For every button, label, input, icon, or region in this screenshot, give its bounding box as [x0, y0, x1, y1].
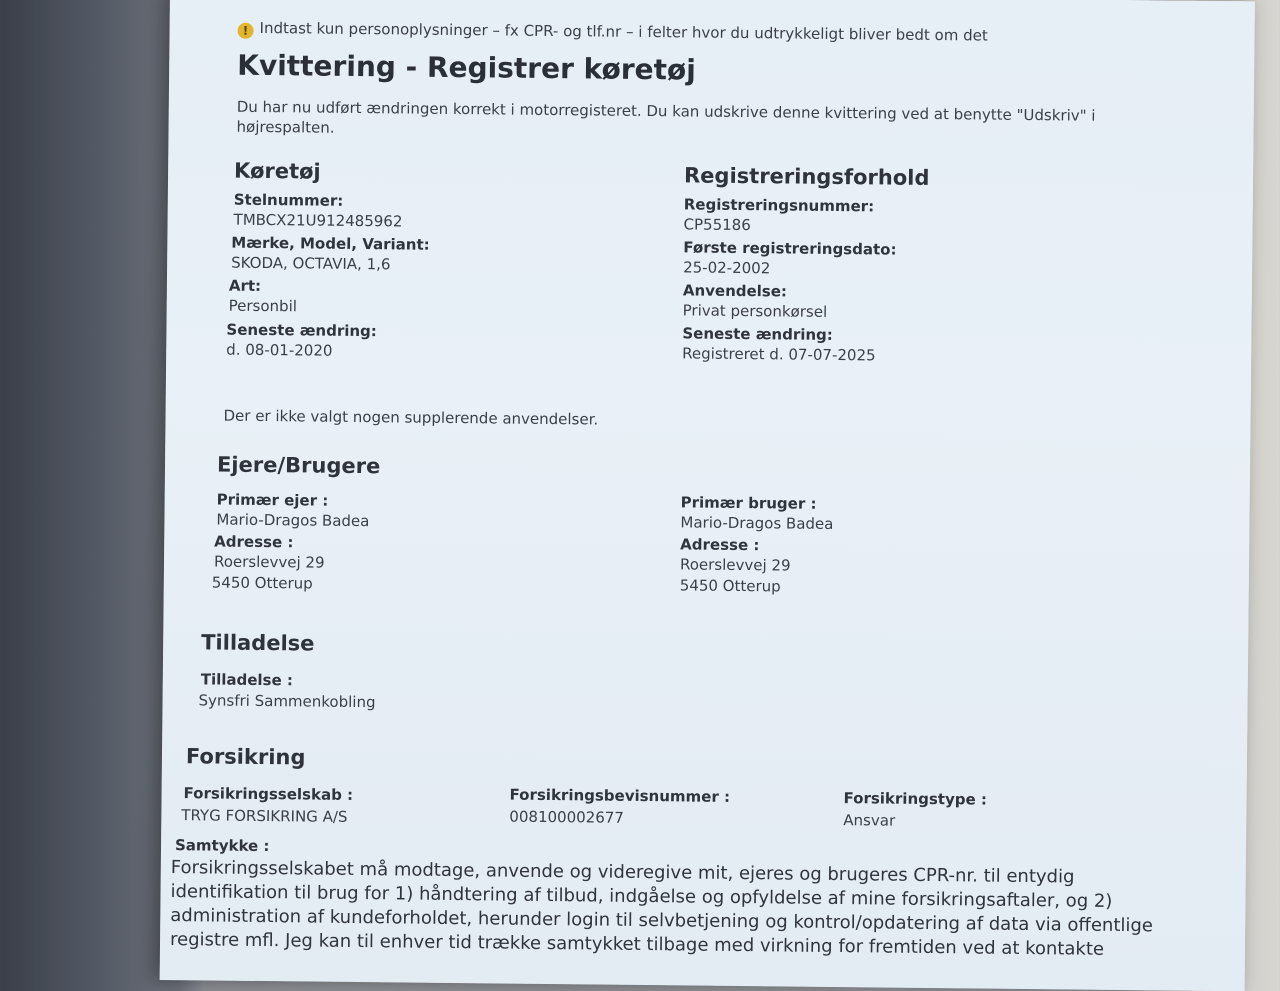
owner-city: 5450 Otterup	[211, 573, 313, 593]
consent-text: Forsikringsselskabet må modtage, anvende og videregive mit, ejeres og brugeres CPR-nr. til entydig identifikation til brug for 1) håndtering af tilbud, indgåelse og opfyldelse af mine forsikringsaftaler, og 2) administration af kundeforholdet, herunder login til selvbetjening og kontrol/opdatering af data via offentlige registre mfl. Jeg kan til enhver tid trække samtykket tilbage med virkning for fremtiden ved at kontakte	[169, 857, 1154, 960]
owners-heading: Ejere/Brugere	[216, 452, 381, 479]
regnr-label: Registreringsnummer:	[683, 195, 875, 216]
company-label: Forsikringsselskab :	[183, 784, 354, 804]
permit-value: Synsfri Sammenkobling	[198, 691, 376, 712]
policy-label: Forsikringsbevisnummer :	[509, 785, 731, 806]
user-label: Primær bruger :	[680, 493, 817, 513]
owner-street: Roerslevvej 29	[213, 552, 325, 572]
insurance-heading: Forsikring	[185, 744, 306, 770]
company-value: TRYG FORSIKRING A/S	[181, 806, 348, 826]
registration-heading: Registreringsforhold	[683, 163, 930, 190]
user-address-label: Adresse :	[680, 535, 760, 555]
vehicle-change-label: Seneste ændring:	[226, 320, 377, 341]
reg-change-value: Registreret d. 07-07-2025	[682, 344, 876, 365]
policy-value: 008100002677	[509, 807, 624, 827]
first-reg-value: 25-02-2002	[683, 258, 771, 278]
receipt-paper	[160, 0, 1255, 991]
info-icon: !	[237, 23, 253, 39]
supplementary-note: Der er ikke valgt nogen supplerende anvendelser.	[223, 406, 599, 429]
insurance-type-value: Ansvar	[843, 811, 896, 830]
model-value: SKODA, OCTAVIA, 1,6	[231, 253, 391, 274]
owner-label: Primær ejer :	[216, 490, 329, 510]
art-label: Art:	[228, 276, 262, 295]
stelnummer-value: TMBCX21U912485962	[233, 210, 403, 231]
user-name: Mario-Dragos Badea	[680, 513, 834, 533]
insurance-type-label: Forsikringstype :	[843, 789, 988, 809]
page-title: Kvittering - Registrer køretøj	[237, 48, 697, 87]
model-label: Mærke, Model, Variant:	[231, 233, 430, 254]
privacy-notice-text: Indtast kun personoplysninger – fx CPR- og tlf.nr – i felter hvor du udtrykkeligt bliver bedt om det	[259, 18, 988, 45]
regnr-value: CP55186	[683, 215, 751, 235]
first-reg-label: Første registreringsdato:	[683, 238, 897, 259]
privacy-notice	[237, 19, 987, 47]
vehicle-change-value: d. 08-01-2020	[226, 340, 333, 360]
reg-change-label: Seneste ændring:	[682, 324, 833, 344]
art-value: Personbil	[228, 296, 298, 316]
user-street: Roerslevvej 29	[679, 555, 791, 575]
owner-address-label: Adresse :	[214, 532, 294, 552]
use-value: Privat personkørsel	[682, 301, 828, 321]
consent-label: Samtykke :	[174, 836, 270, 856]
stelnummer-label: Stelnummer:	[233, 190, 344, 210]
use-label: Anvendelse:	[682, 281, 788, 301]
user-city: 5450 Otterup	[679, 576, 781, 596]
permit-label: Tilladelse :	[200, 670, 294, 690]
vehicle-heading: Køretøj	[233, 158, 321, 184]
permit-heading: Tilladelse	[201, 630, 315, 656]
intro-text: Du har nu udført ændringen korrekt i motorregisteret. Du kan udskrive denne kvittering ved at benytte "Udskriv" i højrespalten.	[236, 97, 1096, 137]
owner-name: Mario-Dragos Badea	[216, 510, 370, 531]
